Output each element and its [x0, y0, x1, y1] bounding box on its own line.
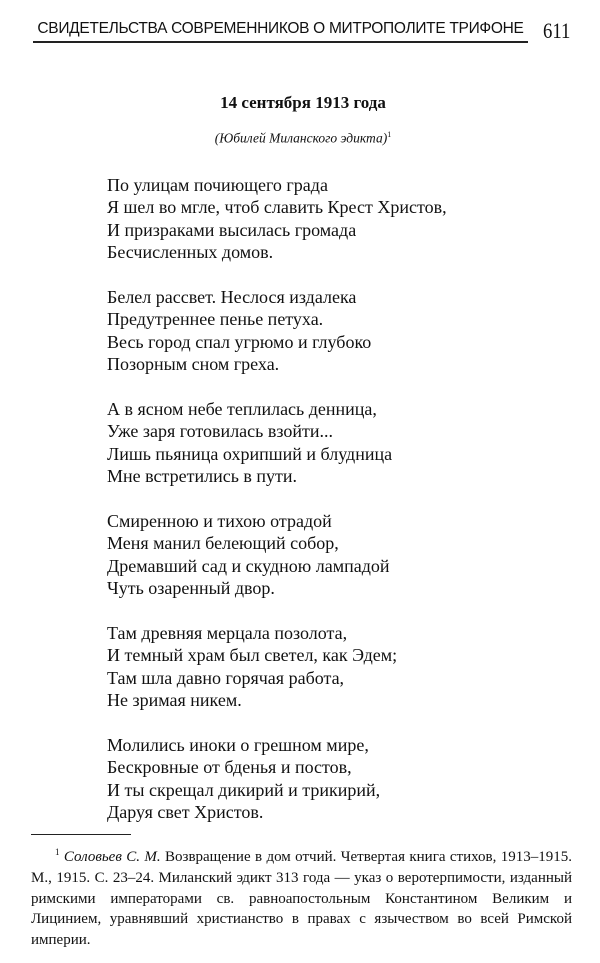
stanza — [107, 286, 447, 376]
stanza — [107, 510, 447, 600]
poem-line: Мне встретились в пути. — [107, 466, 298, 487]
poem-line: Уже заря готовилась взойти... — [107, 421, 333, 442]
poem-line: Весь город спал угрюмо и глубоко — [107, 331, 372, 352]
poem-line: А в ясном небе теплилась денница, — [107, 399, 377, 420]
running-header: СВИДЕТЕЛЬСТВА СОВРЕМЕННИКОВ О МИТРОПОЛИТЕ ТРИФОНЕ — [33, 20, 528, 43]
stanza — [107, 398, 447, 488]
poem-line: И ты скрещал дикирий и трикирий, — [107, 779, 381, 800]
poem-line: Лишь пьяница охрипший и блудница — [107, 443, 393, 464]
poem-line: Там древняя мерцала позолота, — [107, 623, 348, 644]
poem-line: По улицам почиющего града — [107, 175, 328, 195]
poem-line: Дремавший сад и скудною лампадой — [107, 555, 390, 576]
poem-line: И темный храм был светел, как Эдем; — [107, 645, 398, 666]
footnote-divider — [31, 834, 131, 835]
footnote-reference: 1 — [387, 130, 392, 139]
footnote-author: Соловьев С. М. — [63, 849, 161, 865]
subtitle-text: (Юбилей Миланского эдикта) — [214, 130, 388, 146]
poem-line: Молились иноки о грешном мире, — [107, 735, 369, 756]
poem-body — [107, 174, 447, 846]
poem-line: Позорным сном греха. — [107, 354, 280, 375]
poem-line: Бесчисленных домов. — [107, 242, 274, 263]
poem-line: Я шел во мгле, чтоб славить Крест Христов, — [107, 197, 447, 218]
poem-line: Меня манил белеющий собор, — [107, 533, 339, 554]
stanza — [107, 174, 447, 264]
footnote-mark: 1 — [55, 847, 60, 857]
poem-subtitle — [0, 130, 600, 147]
poem-line: Чуть озаренный двор. — [107, 578, 275, 599]
poem-line: Предутреннее пенье петуха. — [107, 309, 324, 330]
poem-title: 14 сентября 1913 года — [220, 93, 386, 112]
page-number: 611 — [543, 18, 571, 43]
footnote — [31, 842, 572, 951]
poem-line: Даруя свет Христов. — [107, 802, 264, 823]
poem-line: Смиренною и тихою отрадой — [107, 511, 332, 532]
poem-line: Там шла давно горячая работа, — [107, 667, 345, 688]
poem-line: Не зримая никем. — [107, 690, 242, 711]
poem-line: И призраками высилась громада — [107, 219, 357, 240]
stanza — [107, 734, 447, 824]
poem-line: Белел рассвет. Неслося издалека — [107, 287, 357, 308]
stanza — [107, 622, 447, 712]
poem-line: Бескровные от бденья и постов, — [107, 757, 352, 778]
footnote-text: Возвращение в дом отчий. Четвертая книга стихов, 1913–1915. М., 1915. С. 23–24. Миланский эдикт 313 года — указ о веротерпимости, изданный римскими императорами св. равноапостольным Константином Великим и Лицинием, уравнявший христианство в правах с язычеством во всей Римской империи. — [31, 849, 573, 949]
